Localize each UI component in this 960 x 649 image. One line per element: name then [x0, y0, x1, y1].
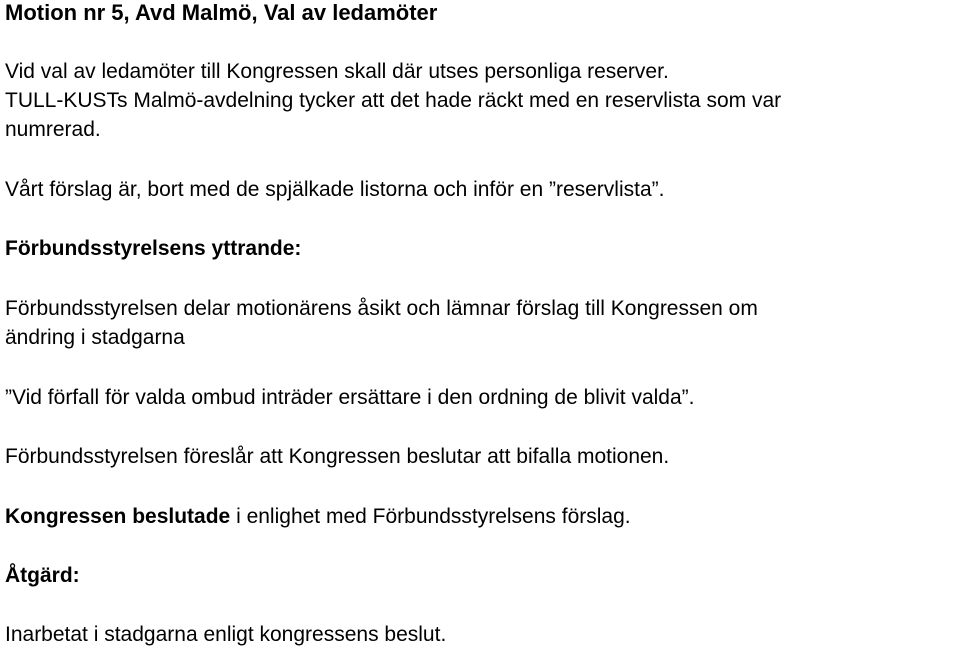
- decision-text: i enlighet med Förbundsstyrelsens förslag.: [230, 505, 631, 528]
- quoted-rule: ”Vid förfall för valda ombud inträder ersättare i den ordning de blivit valda”.: [5, 386, 695, 409]
- proposal-text: Vårt förslag är, bort med de spjälkade listorna och inför en ”reservlista”.: [5, 178, 665, 201]
- action-heading: Åtgärd:: [5, 564, 80, 587]
- board-statement-line-1: Förbundsstyrelsen delar motionärens åsikt och lämnar förslag till Kongressen om: [5, 297, 758, 320]
- decision-label: Kongressen beslutade: [5, 505, 231, 528]
- document-title: Motion nr 5, Avd Malmö, Val av ledamöter: [5, 0, 438, 25]
- intro-line-2: TULL-KUSTs Malmö-avdelning tycker att det hade räckt med en reservlista som var: [5, 89, 782, 112]
- board-statement-line-2: ändring i stadgarna: [5, 326, 185, 349]
- board-statement-heading: Förbundsstyrelsens yttrande:: [5, 237, 302, 260]
- decision-paragraph: [5, 502, 631, 531]
- intro-line-1: Vid val av ledamöter till Kongressen skall där utses personliga reserver.: [5, 60, 669, 83]
- board-proposal: Förbundsstyrelsen föreslår att Kongressen beslutar att bifalla motionen.: [5, 445, 670, 468]
- action-text: Inarbetat i stadgarna enligt kongressens beslut.: [5, 623, 447, 646]
- intro-line-3: numrerad.: [5, 118, 101, 141]
